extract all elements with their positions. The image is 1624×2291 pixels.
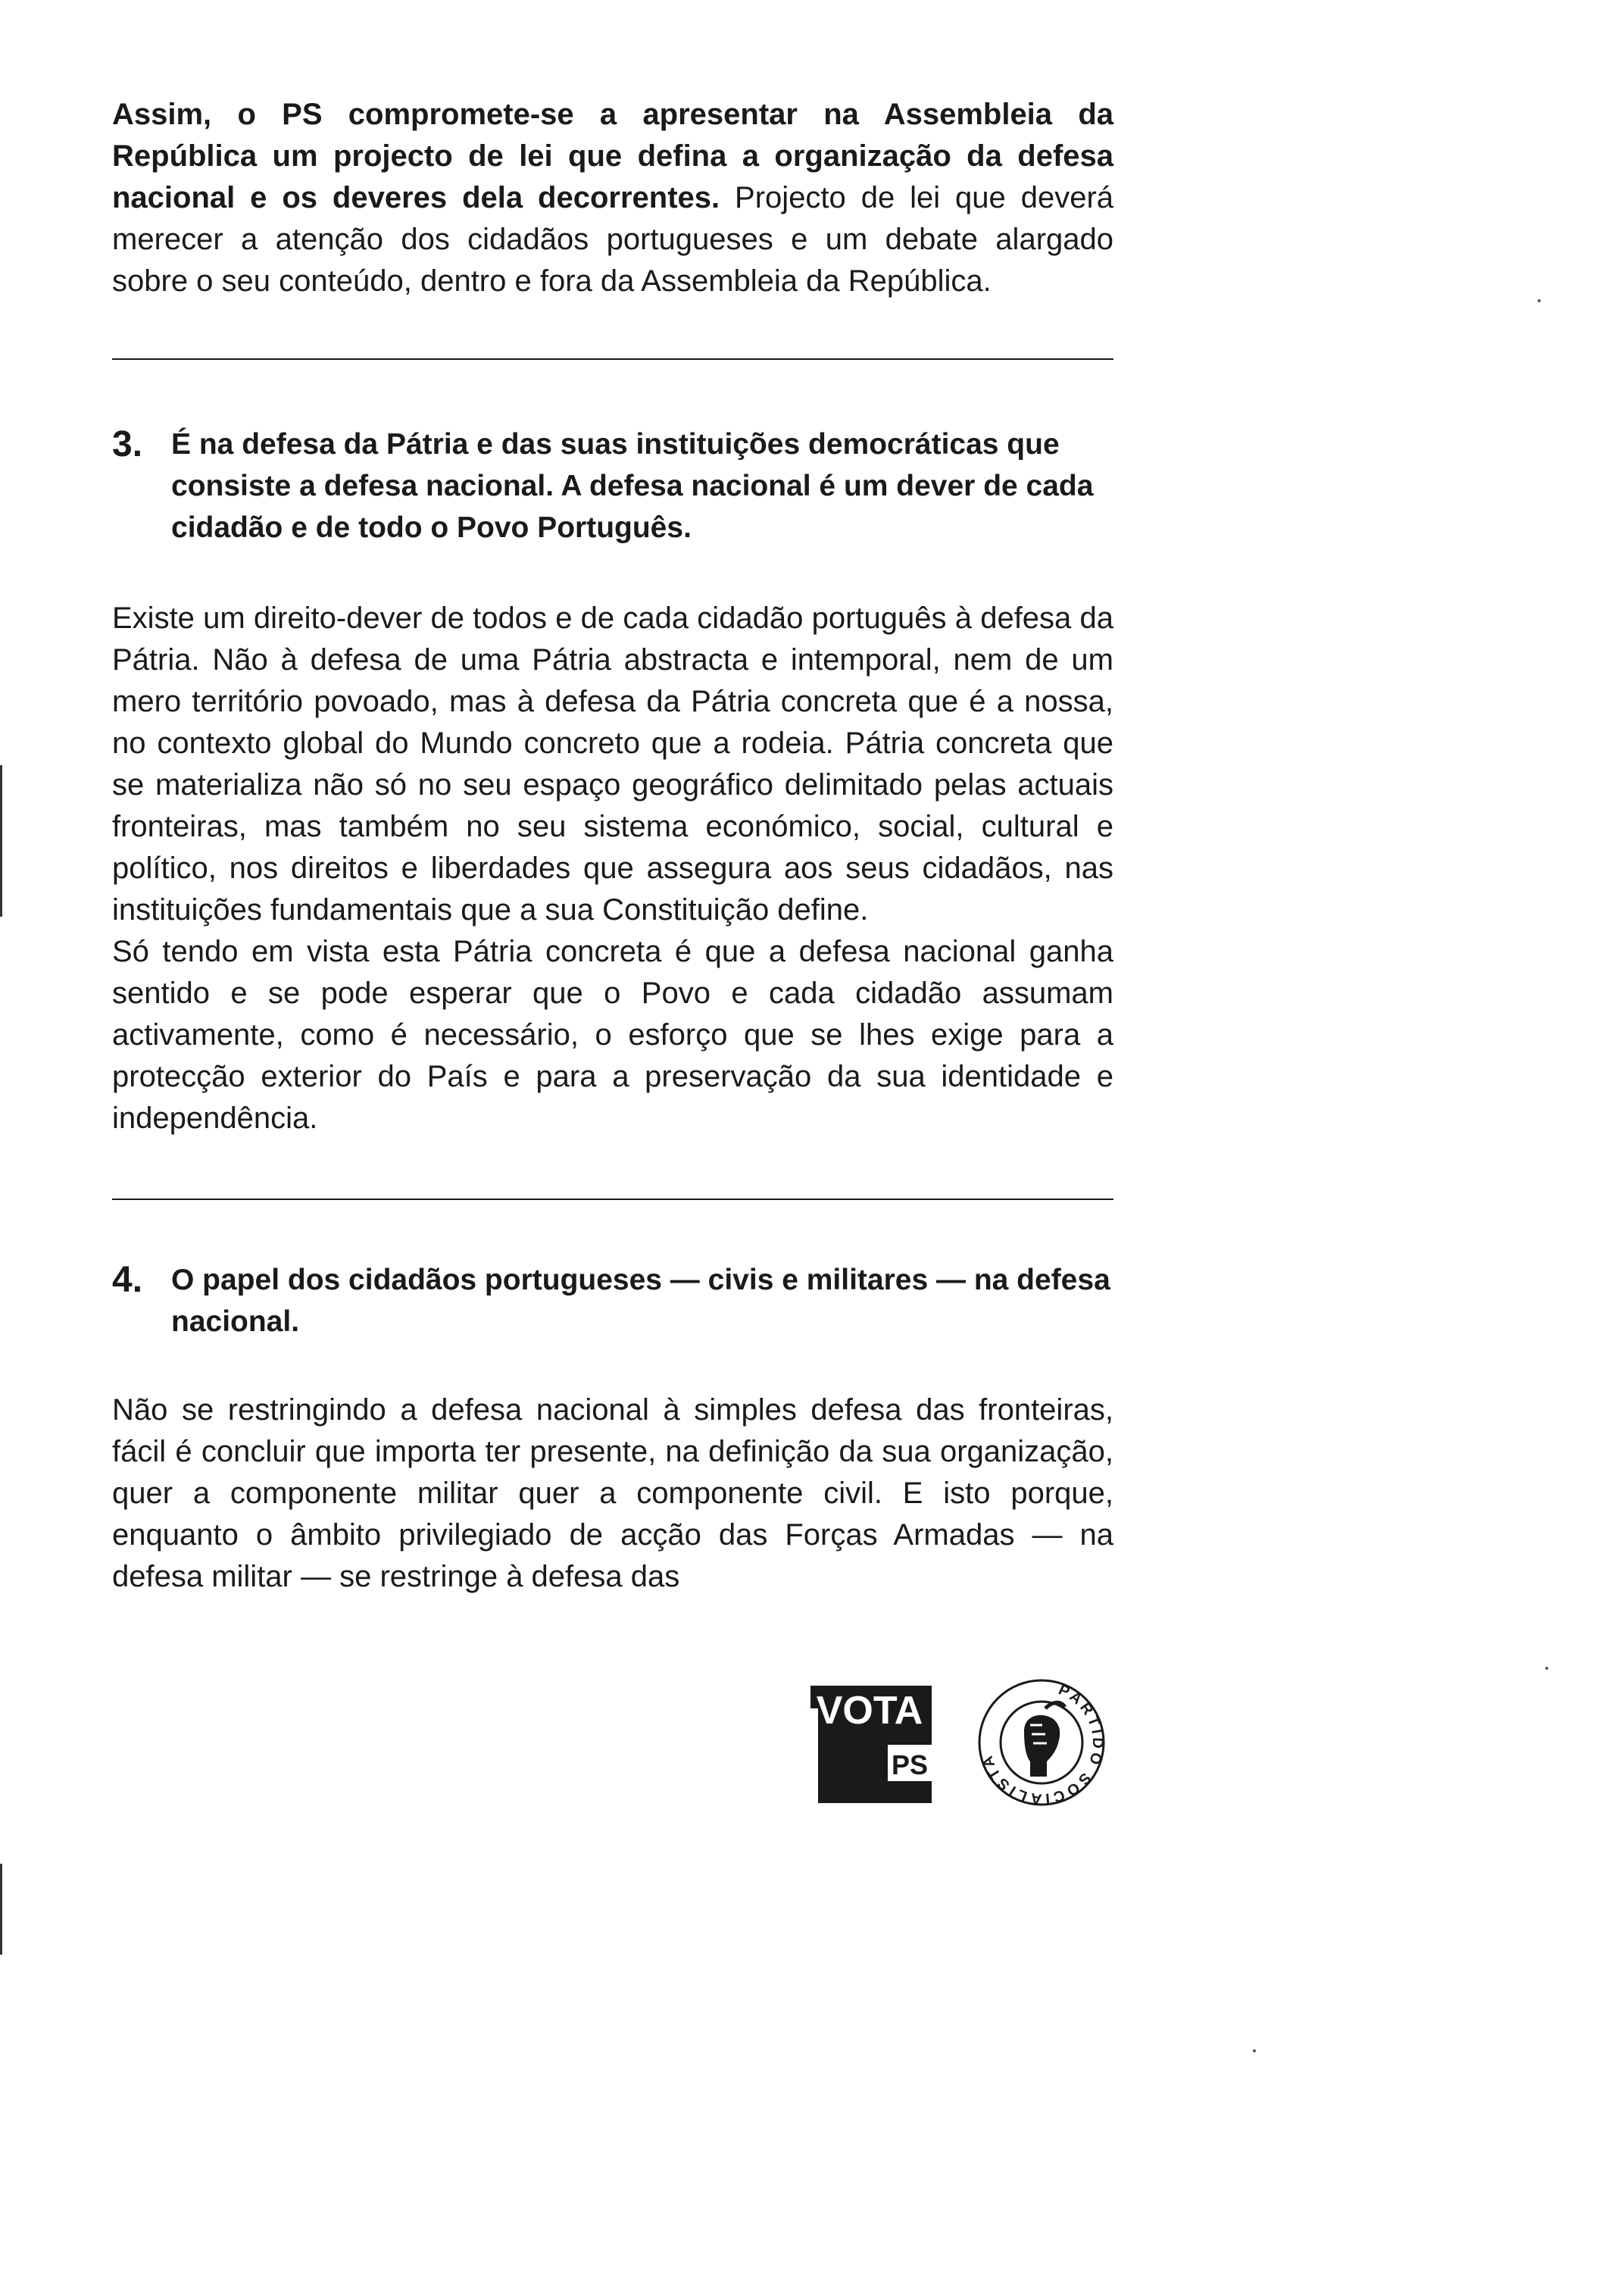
section-4-paragraph-1: Não se restringindo a defesa nacional à simples defesa das fronteiras, fácil é concluir que importa ter presente, na definição da sua organização, quer a componente militar quer a componente civil. E isto porque, enquanto o âmbito privilegiado de acção das Forças Armadas — na defesa militar — se restringe à defesa das [112,1393,1113,1593]
scan-speck [1538,299,1541,302]
section-3-paragraph-1: Existe um direito-dever de todos e de cada cidadão português à defesa da Pátria. Não à defesa de uma Pátria abstracta e intemporal, nem de um mero território povoado, mas à defesa da Pátria concreta que é a nossa, no contexto global do Mundo concreto que a rodeia. Pátria concreta que se materializa não só no seu espaço geográfico delimitado pelas actuais fronteiras, mas também no seu sistema económico, social, cultural e político, nos direitos e liberdades que assegura aos seus cidadãos, nas instituições fundamentais que a sua Constituição define. [112,602,1113,927]
ps-fist-seal-logo [977,1678,1106,1807]
party-logos [795,1678,1113,1830]
raised-fist-icon [1024,1702,1065,1777]
intro-paragraph [112,94,1113,302]
intro-bold-text: Assim, o PS compromete-se a apresentar na Assembleia da República um projecto de lei que defina a organização da defesa nacional e os deveres dela decorrentes. [112,98,1113,214]
intro-regular-text: Projecto de lei que deverá merecer a atenção dos cidadãos portugueses e um debate alargado sobre o seu conteúdo, dentro e fora da Assembleia da República. [112,181,1114,298]
document-body [112,89,1113,1598]
vota-party: PS [891,1749,929,1780]
section-3-paragraph-2: Só tendo em vista esta Pátria concreta é que a defesa nacional ganha sentido e se pode esperar que o Povo e cada cidadão assumam activamente, como é necessário, o esforço que se lhes exige para a protecção exterior do País e para a preservação da sua identidade e independência. [112,935,1113,1135]
section-3-number: 3. [112,424,143,464]
section-4-heading [112,1259,1113,1342]
section-4-title: O papel dos cidadãos portugueses — civis e militares — na defesa nacional. [171,1264,1110,1338]
section-divider [112,1199,1113,1200]
scan-margin-mark [0,1864,2,1955]
scan-speck [1253,2049,1256,2052]
section-divider [112,358,1113,360]
section-3-title: É na defesa da Pátria e das suas instituições democráticas que consiste a defesa nacional. A defesa nacional é um dever de cada cidadão e de todo o Povo Português. [171,428,1094,544]
vota-word: VOTA [816,1689,923,1733]
section-3-heading [112,424,1113,549]
scan-margin-mark [0,765,2,917]
section-4-number: 4. [112,1260,143,1300]
vota-ps-logo [803,1678,939,1811]
seal-text: PARTIDO SOCIALISTA [978,1681,1106,1807]
scan-speck [1545,1667,1548,1670]
